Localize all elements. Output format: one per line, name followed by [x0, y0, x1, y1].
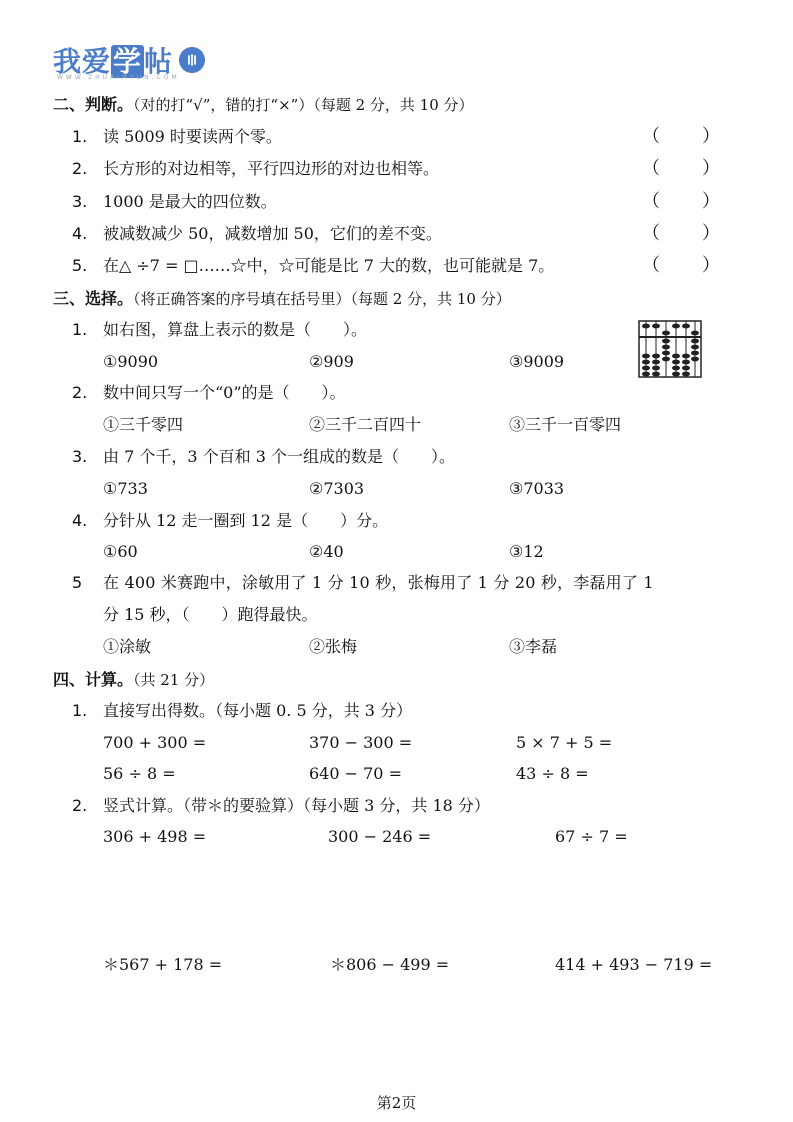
- s3-item-4-text: 分针从 12 走一圈到 12 是（ ）分。: [103, 511, 389, 530]
- s2-item-5-text: 在△ ÷7 = □……☆中，☆可能是比 7 大的数，也可能就是 7。: [103, 256, 555, 275]
- vertical-calc-3: 67 ÷ 7 =: [555, 827, 628, 846]
- s2-item-3-num: 3.: [72, 192, 88, 211]
- s2-item-5-answer[interactable]: （ ）: [642, 255, 722, 276]
- vertical-calc-5: ＊806 − 499 =: [330, 955, 450, 974]
- s3-item-3-num: 3.: [72, 447, 88, 466]
- s2-item-2-answer[interactable]: （ ）: [642, 158, 722, 179]
- s3-item-5-text: 在 400 米赛跑中，涂敏用了 1 分 10 秒，张梅用了 1 分 20 秒，李磊用了 1: [103, 573, 654, 592]
- vertical-calc-1: 306 + 498 =: [103, 827, 207, 846]
- s3-item-2-option-1: ①三千零四: [103, 415, 184, 434]
- s3-item-5-text-line2: 分 15 秒，（ ）跑得最快。: [103, 605, 318, 624]
- s2-item-4-text: 被减数减少 50，减数增加 50，它们的差不变。: [103, 224, 442, 243]
- vertical-calc-4: ＊567 + 178 =: [103, 955, 223, 974]
- s2-item-1-text: 读 5009 时要读两个零。: [103, 127, 282, 146]
- section-3-title: 三、选择。（将正确答案的序号填在括号里）（每题 2 分，共 10 分）: [53, 289, 511, 308]
- s3-item-1-num: 1.: [72, 320, 88, 339]
- abacus-figure: [638, 320, 702, 378]
- section-4-title: 四、计算。（共 21 分）: [53, 670, 215, 689]
- logo-subtitle: WWW.ZHUAIMYUN.COM: [57, 74, 180, 81]
- s4-sub2-num: 2.: [72, 796, 88, 815]
- calc-2-1: 56 ÷ 8 =: [103, 764, 176, 783]
- s3-item-4-option-1: ①60: [103, 542, 138, 561]
- section-2-title: 二、判断。（对的打“√”，错的打“×”）（每题 2 分，共 10 分）: [53, 95, 474, 114]
- s3-item-5-option-3: ③李磊: [509, 637, 558, 656]
- calc-1-2: 370 − 300 =: [309, 733, 413, 752]
- calc-2-2: 640 − 70 =: [309, 764, 402, 783]
- vertical-calc-2: 300 − 246 =: [328, 827, 432, 846]
- vertical-calc-6: 414 + 493 − 719 =: [555, 955, 713, 974]
- page-number: 第2页: [376, 1094, 417, 1112]
- s3-item-4-option-2: ②40: [309, 542, 344, 561]
- s3-item-3-option-2: ②7303: [309, 479, 365, 498]
- s3-item-1-text: 如右图，算盘上表示的数是（ ）。: [103, 320, 368, 339]
- s2-item-3-text: 1000 是最大的四位数。: [103, 192, 277, 211]
- s2-item-5-num: 5.: [72, 256, 88, 275]
- calc-1-1: 700 + 300 =: [103, 733, 207, 752]
- logo-badge-icon: [179, 47, 205, 73]
- s3-item-1-option-1: ①9090: [103, 352, 159, 371]
- logo-text: 我爱学帖: [53, 45, 174, 78]
- s3-item-3-text: 由 7 个千，3 个百和 3 个一组成的数是（ ）。: [103, 447, 455, 466]
- s3-item-2-num: 2.: [72, 383, 88, 402]
- s3-item-4-option-3: ③12: [509, 542, 544, 561]
- s4-sub2-title: 竖式计算。（带＊的要验算）（每小题 3 分，共 18 分）: [103, 796, 490, 815]
- s2-item-3-answer[interactable]: （ ）: [642, 191, 722, 212]
- calc-1-3: 5 × 7 + 5 =: [516, 733, 613, 752]
- s4-sub1-num: 1.: [72, 701, 88, 720]
- s3-item-3-option-3: ③7033: [509, 479, 565, 498]
- s3-item-5-num: 5: [72, 573, 83, 592]
- s2-item-2-num: 2.: [72, 159, 88, 178]
- s3-item-2-option-2: ②三千二百四十: [309, 415, 422, 434]
- s3-item-5-option-1: ①涂敏: [103, 637, 152, 656]
- s3-item-4-num: 4.: [72, 511, 88, 530]
- site-logo: [53, 40, 205, 80]
- s3-item-5-option-2: ②张梅: [309, 637, 358, 656]
- s3-item-2-text: 数中间只写一个“0”的是（ ）。: [103, 383, 346, 402]
- s4-sub1-title: 直接写出得数。（每小题 0. 5 分，共 3 分）: [103, 701, 413, 720]
- s2-item-1-num: 1.: [72, 127, 88, 146]
- s2-item-2-text: 长方形的对边相等，平行四边形的对边也相等。: [103, 159, 440, 178]
- calc-2-3: 43 ÷ 8 =: [516, 764, 589, 783]
- s3-item-1-option-2: ②909: [309, 352, 354, 371]
- s2-item-4-answer[interactable]: （ ）: [642, 223, 722, 244]
- s2-item-4-num: 4.: [72, 224, 88, 243]
- s3-item-1-option-3: ③9009: [509, 352, 565, 371]
- s3-item-2-option-3: ③三千一百零四: [509, 415, 622, 434]
- s3-item-3-option-1: ①733: [103, 479, 148, 498]
- s2-item-1-answer[interactable]: （ ）: [642, 126, 722, 147]
